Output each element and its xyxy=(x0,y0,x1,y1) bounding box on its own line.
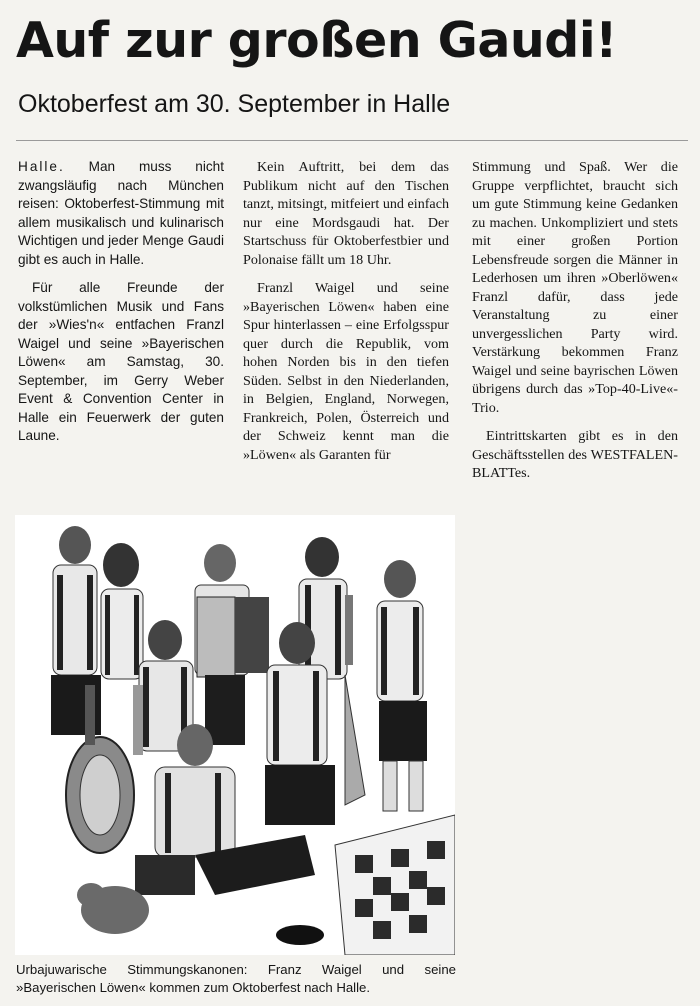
band-photo xyxy=(15,515,455,955)
article-column-3 xyxy=(472,158,678,493)
paragraph: Franzl Waigel und seine »Bayerischen Löwen« haben eine Spur hinterlassen – eine Erfolgsspur quer durch die Republik, vom hohen Norden bis in den tiefen Süden. Selbst in den Niederlanden, in Belgien, England, Norwegen, Frankreich, Polen, Österreich und der Schweiz kennt man die »Löwen« als Garanten für xyxy=(243,280,449,463)
paragraph: Für alle Freunde der volkstümlichen Musik und Fans der »Wies'n« entfachen Franzl Waigel und seine »Bayerischen Löwen« am Samstag, 30. September, im Gerry Weber Event & Convention Center in Halle ein Feuerwerk der guten Laune. xyxy=(18,280,224,443)
subheadline: Oktoberfest am 30. September in Halle xyxy=(18,90,451,118)
paragraph xyxy=(18,158,224,269)
article-column-2 xyxy=(243,158,449,474)
headline: Auf zur großen Gaudi! xyxy=(16,12,618,69)
paragraph: Kein Auftritt, bei dem das Publikum nicht auf den Tischen tanzt, mitsingt, mitfeiert und einfach nur eine Mordsgaudi hat. Der Startschuss für Oktoberfestbier und Polonaise fällt um 18 Uhr. xyxy=(243,159,449,268)
photo-caption: Urbajuwarische Stimmungskanonen: Franz Waigel und seine »Bayerischen Löwen« kommen zum Oktoberfest nach Halle. xyxy=(16,962,456,995)
paragraph: Stimmung und Spaß. Wer die Gruppe verpflichtet, braucht sich um gute Stimmung keine Gedanken zu machen. Unkompliziert und stets mit einer großen Portion Lebensfreude sorgen die Männer in Lederhosen um ihren »Oberlöwen« Franzl dafür, dass jede Veranstaltung zu einer unvergesslichen Party wird. Verstärkung bekommen Franz Waigel und seine bayrischen Löwen übrigens durch das »Top-40-Live«-Trio. xyxy=(472,159,678,416)
paragraph: Eintrittskarten gibt es in den Geschäftsstellen des WESTFALEN-BLATTes. xyxy=(472,428,678,481)
musician xyxy=(101,543,143,679)
band-photo-illustration xyxy=(15,515,455,955)
paragraph-text: Man muss nicht zwangsläufig nach München reisen: Oktoberfest-Stimmung mit allem musikalisch und kulinarisch Wichtigen und jeder Menge Gaudi gibt es auch in Halle. xyxy=(18,159,224,267)
dateline: Halle. xyxy=(18,159,65,174)
divider xyxy=(16,140,688,141)
article-column-1 xyxy=(18,158,224,456)
